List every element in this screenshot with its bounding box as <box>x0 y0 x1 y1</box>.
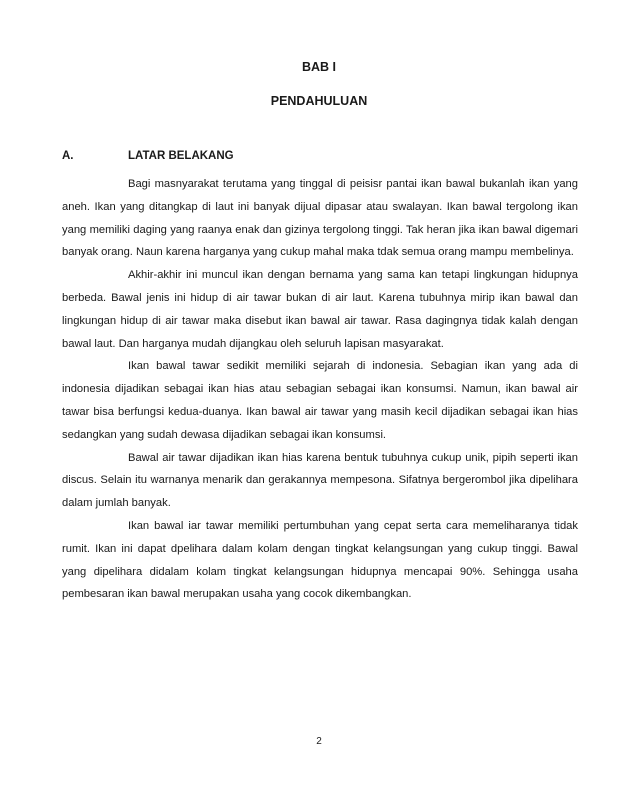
paragraph-5: Ikan bawal iar tawar memiliki pertumbuhan yang cepat serta cara memeliharanya tidak rumit. Ikan ini dapat dpelihara dalam kolam dengan tingkat kelangsungan yang cukup tinggi. Bawal yang dipelihara didalam kolam tingkat kelangsungan hidupnya mencapai 90%. Sehingga usaha pembesaran ikan bawal merupakan usaha yang cocok dikembangkan. <box>62 519 578 601</box>
section-letter: A. <box>62 150 74 162</box>
page-number: 2 <box>316 736 322 747</box>
chapter-title: PENDAHULUAN <box>270 94 368 108</box>
chapter-number: BAB I <box>301 60 337 74</box>
section-title: LATAR BELAKANG <box>128 150 234 162</box>
paragraph-3: Ikan bawal tawar sedikit memiliki sejarah di indonesia. Sebagian ikan yang ada di indonesia dijadikan sebagai ikan hias atau sebagian sebagai ikan konsumsi. Namun, ikan bawal air tawar bisa berfungsi kedua-duanya. Ikan bawal air tawar yang masih kecil dijadikan sebagai ikan hias sedangkan yang sudah dewasa dijadikan sebagai ikan konsumsi. <box>62 360 578 441</box>
paragraph-4: Bawal air tawar dijadikan ikan hias karena bentuk tubuhnya cukup unik, pipih seperti ikan discus. Selain itu warnanya menarik dan gerakannya mempesona. Sifatnya bergerombol jika dipelihara dalam jumlah banyak. <box>62 451 578 510</box>
paragraph-1: Bagi masnyarakat terutama yang tinggal di peisisr pantai ikan bawal bukanlah ikan yang aneh. Ikan yang ditangkap di laut ini banyak dijual dipasar atau swalayan. Ikan bawal tergolong ikan yang memiliki daging yang raanya enak dan gizinya tergolong tinggi. Tak heran jika ikan bawal digemari banyak orang. Naun karena harganya yang cukup mahal maka tdak semua orang mampu membelinya. <box>62 178 578 259</box>
body-text <box>62 173 578 606</box>
section-heading <box>62 150 234 162</box>
paragraph-2: Akhir-akhir ini muncul ikan dengan bernama yang sama kan tetapi lingkungan hidupnya berbeda. Bawal jenis ini hidup di air tawar bukan di air laut. Karena tubuhnya mirip ikan bawal dan lingkungan hidup di air tawar maka disebut ikan bawal air tawar. Rasa dagingnya tidak kalah dengan bawal laut. Dan harganya mudah dijangkau oleh seluruh lapisan masyarakat. <box>62 269 578 350</box>
